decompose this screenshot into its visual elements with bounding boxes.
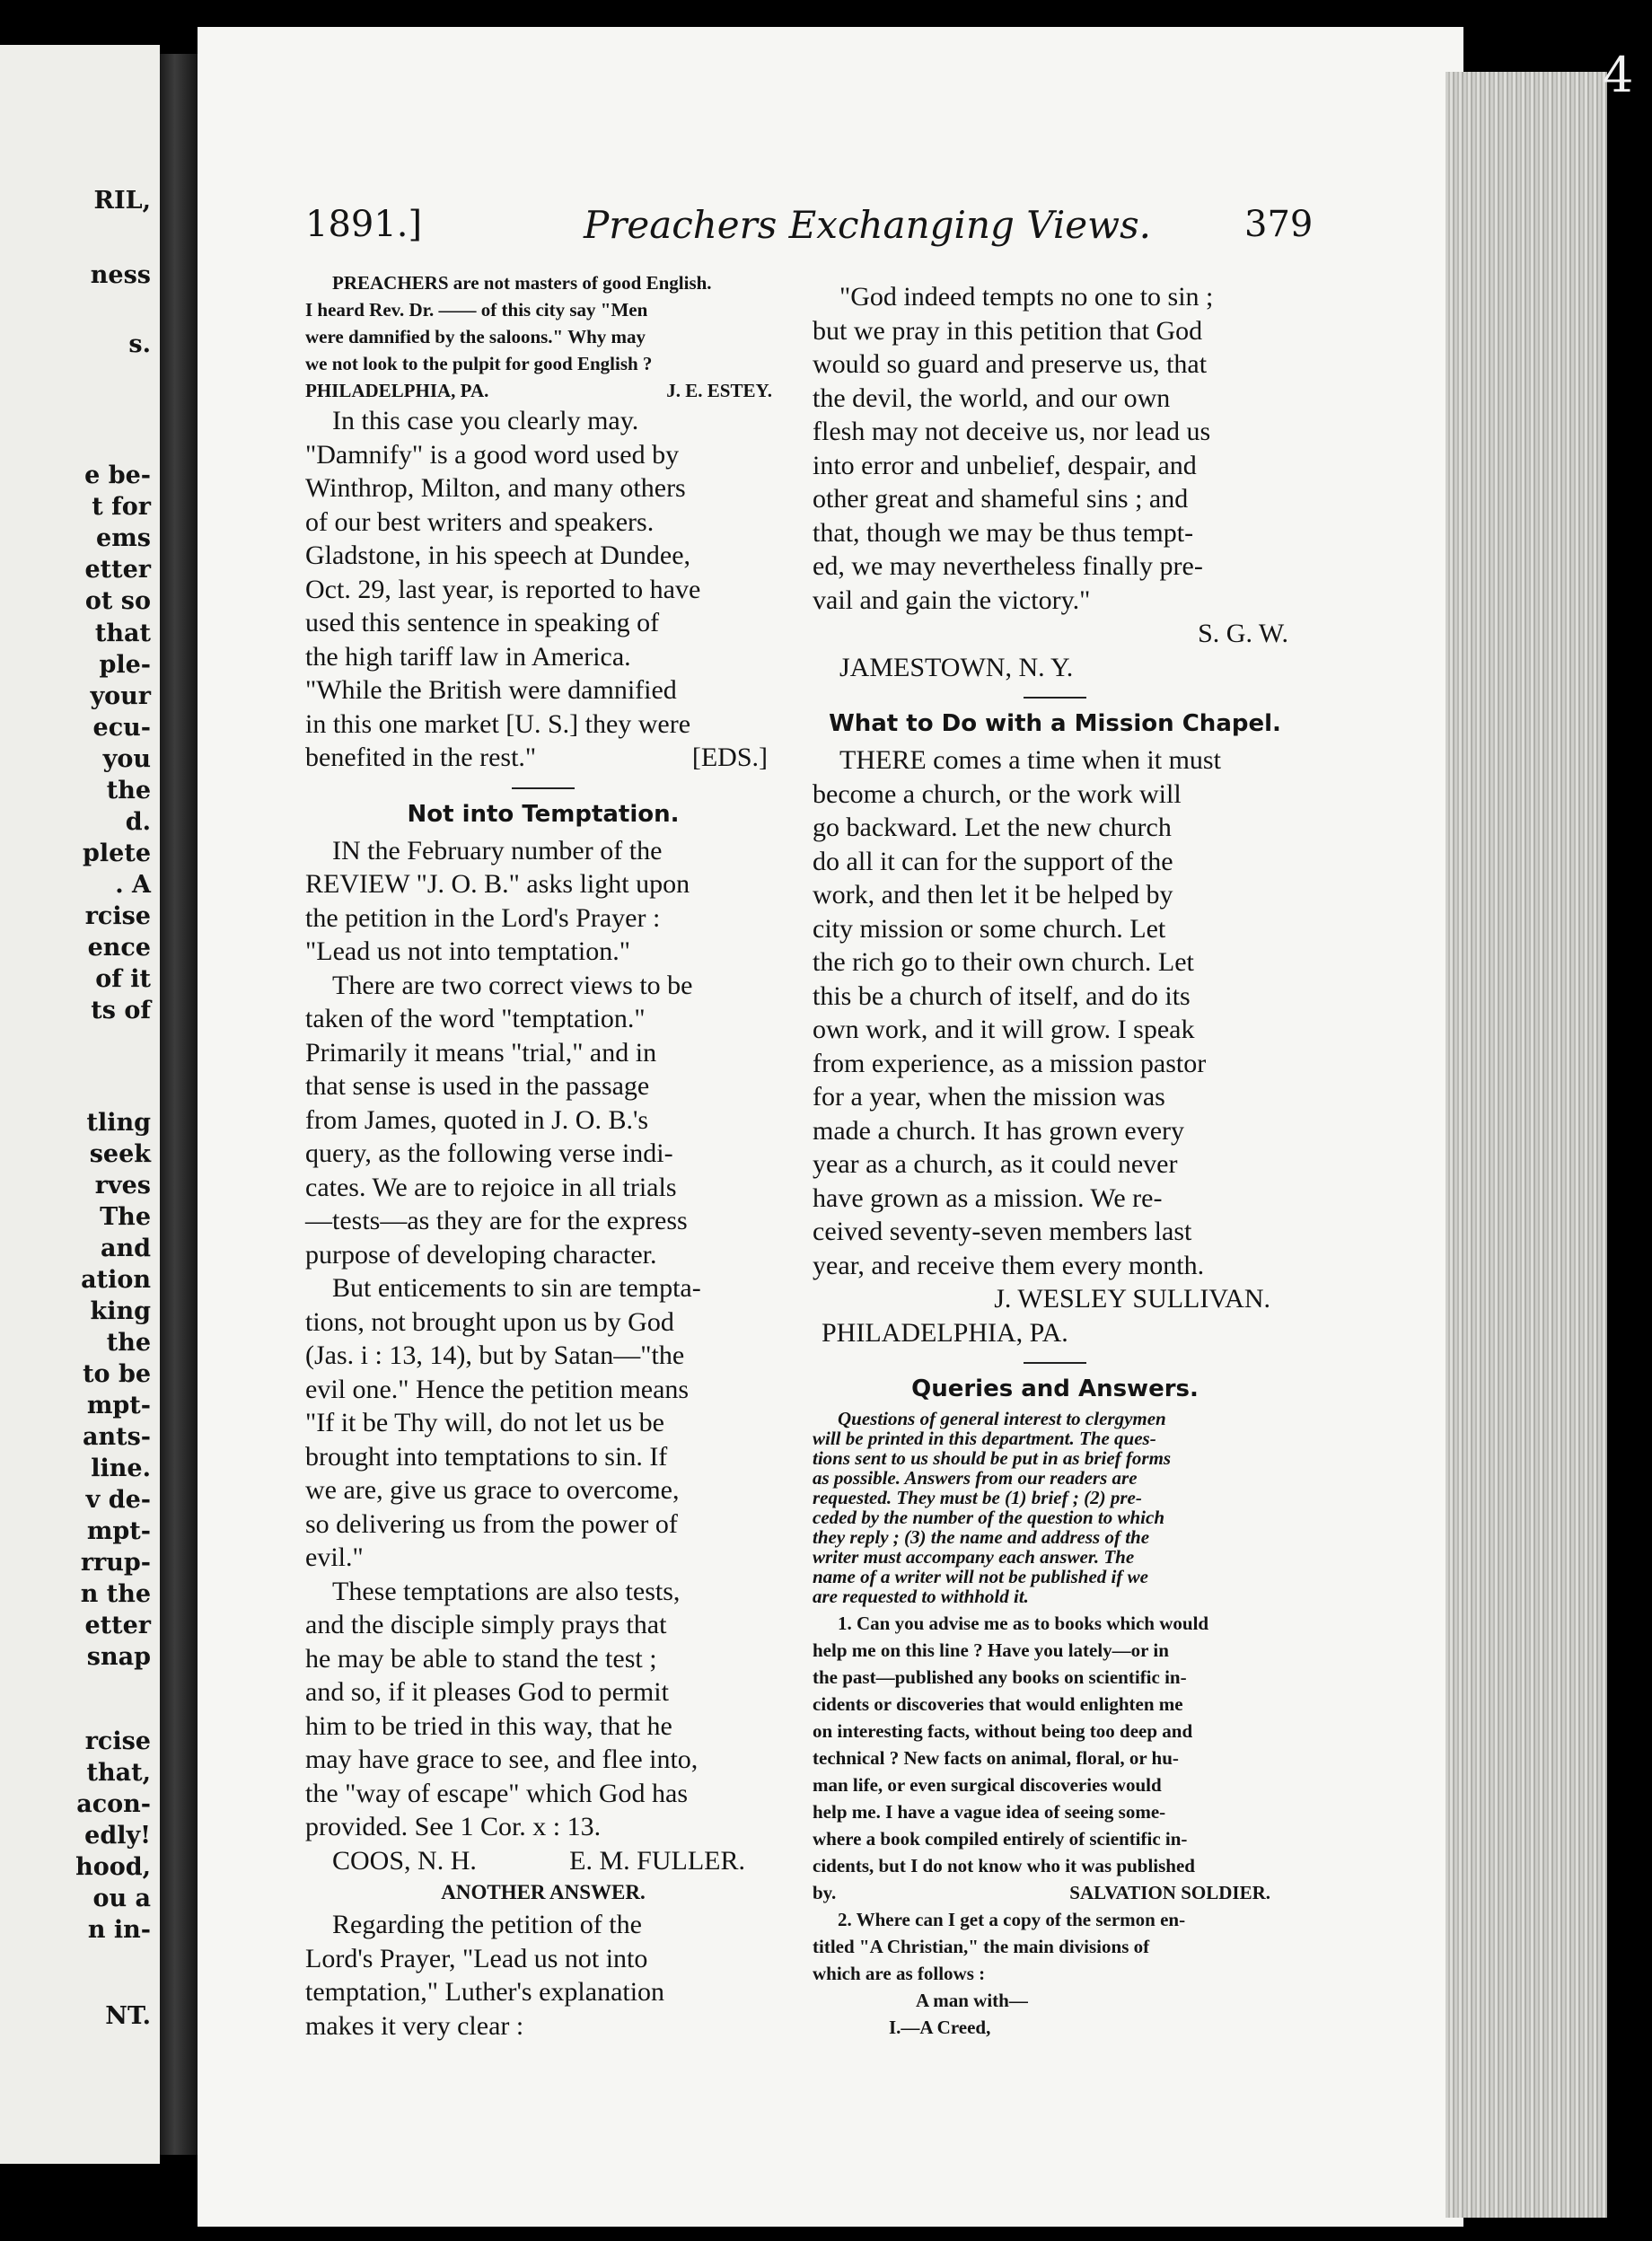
mission-line: year, and receive them every month.	[813, 1250, 1205, 1280]
section-heading: Not into Temptation.	[407, 800, 680, 828]
article-line: brought into temptations to sin. If	[305, 1441, 668, 1472]
article-line: REVIEW "J. O. B." asks light upon	[305, 869, 690, 899]
right-column	[813, 280, 1297, 2041]
query-1	[813, 1610, 1297, 1906]
editors-signature: [EDS.]	[691, 743, 768, 772]
mission-line: the rich go to their own church. Let	[813, 947, 1194, 977]
quote-line: that, though we may be thus tempt-	[813, 517, 1194, 548]
another-answer-heading: ANOTHER ANSWER.	[441, 1881, 646, 1903]
mission-line: ceived seventy-seven members last	[813, 1217, 1192, 1246]
queries-intro-line: they reply ; (3) the name and address of the	[813, 1526, 1150, 1548]
letter-line: we not look to the pulpit for good English ?	[305, 353, 653, 374]
query-line: by.	[813, 1882, 837, 1903]
facing-page-text: n in-	[87, 1916, 151, 1944]
facing-page-fragment	[0, 45, 160, 2164]
article-line: he may be able to stand the test ;	[305, 1643, 657, 1674]
article-line: we are, give us grace to overcome,	[305, 1475, 680, 1505]
mission-line: year as a church, as it could never	[813, 1149, 1178, 1179]
article-line: Lord's Prayer, "Lead us not into	[305, 1943, 648, 1973]
facing-page-text: etter	[84, 556, 151, 584]
reply-line: Winthrop, Milton, and many others	[305, 473, 686, 503]
mission-line: go backward. Let the new church	[813, 813, 1172, 842]
editors-reply	[305, 404, 781, 775]
facing-page-text: rrup-	[80, 1549, 151, 1577]
query-line: man life, or even surgical discoveries would	[813, 1774, 1162, 1796]
article-line: These temptations are also tests,	[332, 1576, 681, 1606]
article-line: evil one." Hence the petition means	[305, 1374, 690, 1404]
article-place: COOS, N. H.	[332, 1845, 477, 1876]
facing-page-text: to be	[83, 1360, 151, 1388]
facing-page-text: t for	[92, 493, 151, 521]
article-line: cates. We are to rejoice in all trials	[305, 1172, 677, 1202]
facing-page-text: d.	[125, 808, 151, 836]
facing-page-text: king	[90, 1297, 151, 1325]
letter-place: PHILADELPHIA, PA.	[305, 380, 489, 401]
reply-line: in this one market [U. S.] they were	[305, 708, 691, 739]
queries-intro-line: tions sent to us should be put in as brief forms	[813, 1447, 1172, 1469]
facing-page-text: plete	[83, 839, 151, 867]
query-line: the past—published any books on scientific in-	[813, 1666, 1187, 1688]
facing-page-text: your	[90, 682, 151, 710]
letter-signature	[305, 377, 781, 404]
letter-line: were damnified by the saloons." Why may	[305, 326, 646, 347]
section-rule	[1024, 1362, 1086, 1364]
article-line: that sense is used in the passage	[305, 1071, 650, 1101]
mission-line: from experience, as a mission pastor	[813, 1048, 1207, 1078]
facing-page-text: ems	[96, 524, 151, 552]
quote-line: "God indeed tempts no one to sin ;	[839, 282, 1214, 312]
queries-intro-line: ceded by the number of the question to which	[813, 1507, 1165, 1528]
query-line: titled "A Christian," the main divisions of	[813, 1936, 1150, 1957]
query-line: cidents or discoveries that would enlighten me	[813, 1693, 1183, 1715]
query-line: help me. I have a vague idea of seeing some-	[813, 1801, 1166, 1823]
facing-page-text: seek	[89, 1140, 151, 1168]
facing-page-text: s.	[128, 330, 151, 358]
article-line: from James, quoted in J. O. B.'s	[305, 1104, 649, 1135]
queries-intro-line: will be printed in this department. The ques-	[813, 1428, 1156, 1449]
article-line: and so, if it pleases God to permit	[305, 1677, 669, 1707]
article-line: Regarding the petition of the	[332, 1910, 642, 1939]
facing-page-text: ation	[81, 1266, 151, 1294]
article-author: E. M. FULLER.	[569, 1845, 745, 1876]
queries-intro-line: writer must accompany each answer. The	[813, 1546, 1135, 1568]
reply-line: Oct. 29, last year, is reported to have	[305, 574, 701, 604]
article-line: There are two correct views to be	[332, 970, 693, 1000]
query-line: 2. Where can I get a copy of the sermon en-	[838, 1909, 1186, 1930]
query-line: cidents, but I do not know who it was published	[813, 1855, 1195, 1876]
article-line: —tests—as they are for the express	[305, 1206, 688, 1235]
facing-page-text: rcise	[84, 902, 151, 930]
corner-mark: 4	[1603, 47, 1634, 103]
article-line: "If it be Thy will, do not let us be	[305, 1408, 664, 1437]
facing-page-text: ot so	[84, 587, 151, 615]
article-line: him to be tried in this way, that he	[305, 1710, 672, 1741]
article-line: taken of the word "temptation."	[305, 1004, 646, 1033]
article-line: temptation," Luther's explanation	[305, 1977, 665, 2007]
query-author: SALVATION SOLDIER.	[1069, 1882, 1270, 1903]
facing-page-text: mpt-	[86, 1517, 151, 1545]
quote-line: other great and shameful sins ; and	[813, 484, 1189, 514]
facing-page-text: and	[100, 1235, 151, 1262]
reply-line: used this sentence in speaking of	[305, 608, 660, 637]
facing-page-text: ants-	[82, 1423, 151, 1451]
section-rule	[512, 787, 575, 789]
queries-intro	[813, 1409, 1297, 1606]
article-line: Primarily it means "trial," and in	[305, 1037, 657, 1068]
article-line: may have grace to see, and flee into,	[305, 1744, 699, 1774]
facing-page-text: hood,	[75, 1853, 151, 1881]
query-line: which are as follows :	[813, 1963, 986, 1984]
facing-page-text: ecu-	[92, 714, 151, 742]
quote-line: ed, we may nevertheless finally pre-	[813, 551, 1203, 581]
facing-page-text: . A	[115, 871, 151, 899]
letter-line: PREACHERS are not masters of good English.	[332, 272, 712, 294]
mission-line: work, and then let it be helped by	[813, 880, 1173, 910]
facing-page-text: NT.	[105, 2002, 151, 2030]
mission-line: become a church, or the work will	[813, 778, 1182, 809]
article-line: evil."	[305, 1542, 364, 1572]
facing-page-text: that	[94, 620, 151, 647]
quote-line: flesh may not deceive us, nor lead us	[813, 417, 1211, 446]
facing-page-text: the	[106, 1329, 151, 1357]
mission-line: city mission or some church. Let	[813, 913, 1166, 944]
facing-page-text: ness	[90, 261, 151, 289]
header-year: 1891.]	[305, 204, 423, 245]
query-line: where a book compiled entirely of scientific in-	[813, 1828, 1188, 1850]
facing-page-text: mpt-	[86, 1392, 151, 1419]
query-line: technical ? New facts on animal, floral, or hu-	[813, 1747, 1179, 1769]
list-item: I.—A Creed,	[889, 2017, 991, 2038]
query-line: help me on this line ? Have you lately—or in	[813, 1639, 1169, 1661]
mission-line: this be a church of itself, and do its	[813, 980, 1191, 1011]
luther-quote	[813, 280, 1297, 684]
facing-page-text: edly!	[84, 1822, 151, 1850]
article-line: tions, not brought upon us by God	[305, 1306, 674, 1337]
facing-page-text: ple-	[99, 651, 151, 679]
reply-line: of our best writers and speakers.	[305, 506, 655, 537]
section-rule	[1024, 697, 1086, 699]
queries-intro-line: Questions of general interest to clergymen	[838, 1408, 1166, 1429]
letter-line: I heard Rev. Dr. —— of this city say "Men	[305, 299, 648, 321]
section-heading: What to Do with a Mission Chapel.	[829, 710, 1281, 737]
queries-intro-line: requested. They must be (1) brief ; (2) pre-	[813, 1487, 1142, 1508]
reply-line: the high tariff law in America.	[305, 641, 631, 672]
page-edges	[1446, 72, 1607, 2218]
query-2	[813, 1906, 1297, 2041]
reply-line: "While the British were damnified	[305, 675, 677, 705]
article-line: IN the February number of the	[332, 835, 663, 866]
article-line: "Lead us not into temptation."	[305, 936, 630, 966]
facing-page-text: e be-	[84, 461, 151, 489]
facing-page-text: snap	[86, 1643, 151, 1671]
facing-page-text: tling	[86, 1109, 151, 1137]
letter-author: J. E. ESTEY.	[666, 380, 772, 401]
page-number: 379	[1244, 204, 1314, 245]
reply-line: "Damnify" is a good word used by	[305, 439, 680, 470]
queries-intro-line: are requested to withhold it.	[813, 1586, 1029, 1607]
query-signature	[813, 1879, 1297, 1906]
article-line: (Jas. i : 13, 14), but by Satan—"the	[305, 1340, 685, 1370]
facing-page-text: line.	[91, 1454, 151, 1482]
book-gutter	[160, 54, 198, 2155]
reply-closing	[305, 741, 781, 775]
facing-page-text: of it	[95, 965, 151, 993]
reply-line: benefited in the rest."	[305, 743, 537, 772]
article-line: the "way of escape" which God has	[305, 1778, 689, 1808]
section-heading: Queries and Answers.	[911, 1375, 1199, 1402]
mission-author: J. WESLEY SULLIVAN.	[994, 1284, 1270, 1314]
reply-line: Gladstone, in his speech at Dundee,	[305, 540, 691, 570]
article-signature	[305, 1844, 781, 1878]
facing-page-text: v de-	[85, 1486, 151, 1514]
quote-line: into error and unbelief, despair, and	[813, 450, 1197, 480]
facing-page-text: ts of	[91, 997, 151, 1024]
queries-intro-line: as possible. Answers from our readers are	[813, 1467, 1138, 1489]
mission-article	[813, 743, 1297, 1349]
mission-line: own work, and it will grow. I speak	[813, 1015, 1195, 1044]
article-line: provided. See 1 Cor. x : 13.	[305, 1812, 602, 1841]
facing-page-text: acon-	[76, 1790, 151, 1818]
mission-line: have grown as a mission. We re-	[813, 1182, 1163, 1213]
facing-page-text: ou a	[92, 1885, 151, 1912]
facing-page-text: the	[106, 777, 151, 804]
quote-place: JAMESTOWN, N. Y.	[839, 652, 1074, 682]
mission-line: do all it can for the support of the	[813, 846, 1173, 876]
facing-page-text: rves	[94, 1172, 151, 1200]
mission-line: THERE comes a time when it must	[839, 745, 1221, 775]
quote-line: vail and gain the victory."	[813, 584, 1091, 615]
mission-line: made a church. It has grown every	[813, 1115, 1184, 1146]
temptation-article	[305, 834, 781, 2043]
left-column	[305, 269, 781, 2043]
article-line: so delivering us from the power of	[305, 1508, 678, 1539]
facing-page-text: RIL,	[93, 187, 151, 215]
facing-page-text: ence	[87, 934, 151, 962]
quote-line: but we pray in this petition that God	[813, 315, 1203, 346]
article-line: the petition in the Lord's Prayer :	[305, 902, 661, 933]
facing-page-text: n the	[80, 1580, 151, 1608]
facing-page-text: The	[100, 1203, 151, 1231]
query-line: on interesting facts, without being too deep and	[813, 1720, 1193, 1742]
running-title: Preachers Exchanging Views.	[584, 203, 1151, 247]
article-line: query, as the following verse indi-	[305, 1138, 673, 1168]
query-line: 1. Can you advise me as to books which would	[838, 1613, 1209, 1634]
mission-place: PHILADELPHIA, PA.	[822, 1317, 1068, 1348]
article-line: But enticements to sin are tempta-	[332, 1273, 701, 1303]
article-line: purpose of developing character.	[305, 1239, 657, 1270]
quote-line: would so guard and preserve us, that	[813, 349, 1208, 379]
facing-page-text: you	[102, 745, 151, 773]
list-intro: A man with—	[916, 1990, 1028, 2011]
article-line: makes it very clear :	[305, 2010, 524, 2041]
quote-line: the devil, the world, and our own	[813, 382, 1171, 413]
facing-page-text: rcise	[84, 1727, 151, 1755]
mission-line: for a year, when the mission was	[813, 1082, 1165, 1112]
reply-line: In this case you clearly may.	[332, 406, 639, 435]
quote-initials: S. G. W.	[1198, 619, 1288, 648]
letter-estey	[305, 269, 781, 404]
article-line: and the disciple simply prays that	[305, 1610, 667, 1639]
facing-page-text: etter	[84, 1612, 151, 1639]
facing-page-text: that,	[86, 1759, 151, 1787]
queries-intro-line: name of a writer will not be published if we	[813, 1566, 1148, 1587]
